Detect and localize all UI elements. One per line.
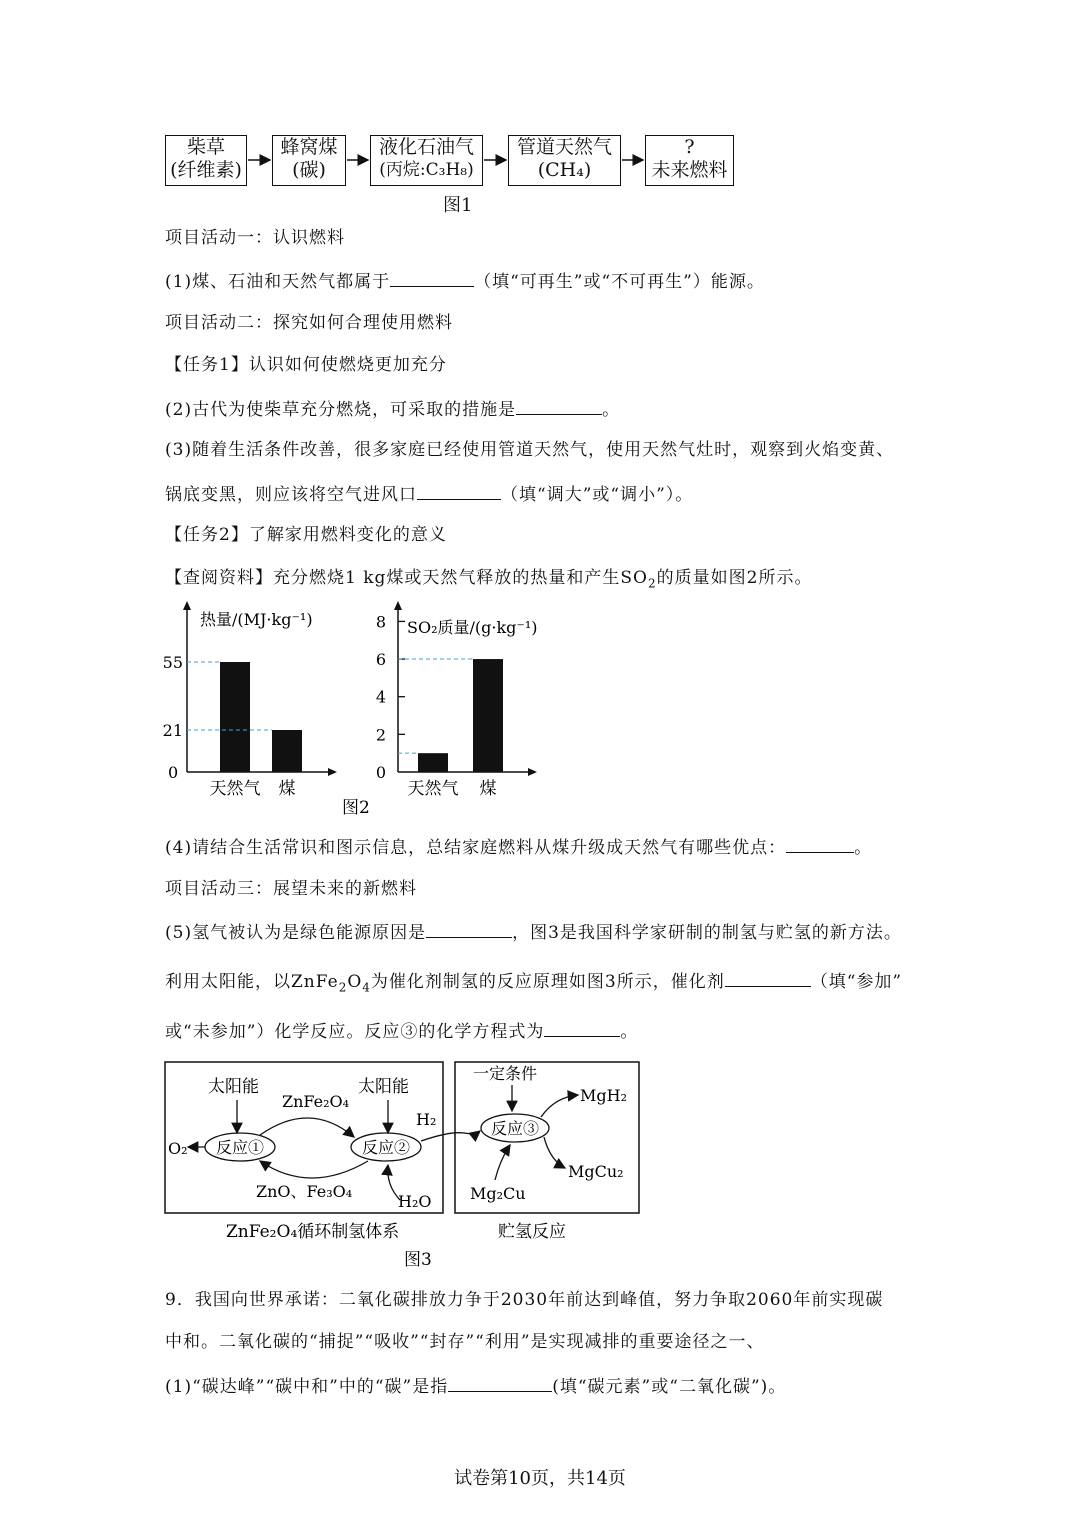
activity-3-heading: 项目活动三：展望未来的新燃料 [165,879,417,899]
fig3-left-caption: ZnFe₂O₄循环制氢体系 [226,1222,400,1242]
activity-2-heading: 项目活动二：探究如何合理使用燃料 [165,313,453,333]
fig1-arrows [0,0,760,200]
chart1-zero: 0 [168,763,179,782]
chart2-x-arrow [528,768,537,776]
fig2-charts [150,600,570,825]
answer-blank-3[interactable] [417,481,501,500]
question-1: (1)煤、石油和天然气都属于 （填“可再生”或“不可再生”）能源。 [165,268,765,294]
fig1-box-natural-gas: 管道天然气 (CH₄) [508,135,621,186]
chart2-category-label: 天然气 [407,779,459,799]
fig1-caption: 图1 [443,195,473,216]
fig1-box-firewood: 柴草 (纤维素) [165,135,247,186]
question-5-line-3: 或“未参加”）化学反应。反应③的化学方程式为 。 [165,1018,638,1044]
question-5-line-1: (5)氢气被认为是绿色能源原因是 ，图3是我国科学家研制的制氢与贮氢的新方法。 [165,919,902,945]
fig3-sun-1: 太阳能 [208,1077,259,1097]
task-2-heading: 【任务2】了解家用燃料变化的意义 [165,525,447,545]
chart2-tick-label: 6 [375,650,386,670]
fig3-caption: 图3 [404,1250,432,1270]
chart2-tick-label: 0 [375,763,386,782]
fig3-catalyst: ZnFe₂O₄ [282,1092,350,1111]
chart1-y-arrow [183,601,191,610]
question-9-line-1: 9．我国向世界承诺：二氧化碳排放力争于2030年前达到峰值，努力争取2060年前实现碳 [165,1290,884,1310]
fig3-zno: ZnO、Fe₃O₄ [256,1182,353,1201]
fig3-mgcu2: MgCu₂ [568,1162,624,1181]
chart1-category-label: 煤 [278,779,296,799]
chart2-ylabel: SO₂质量/(g·kg⁻¹) [407,618,538,637]
answer-blank-9-1[interactable] [448,1373,552,1392]
question-2: (2)古代为使柴草充分燃烧，可采取的措施是 。 [165,396,620,422]
svg-text:反应③: 反应③ [491,1119,540,1138]
answer-blank-2[interactable] [516,396,602,415]
fig3-mgh2: MgH₂ [580,1086,627,1105]
answer-blank-5c[interactable] [544,1018,620,1037]
fig1-box-coal: 蜂窝煤 (碳) [272,135,346,186]
svg-text:反应①: 反应① [216,1138,265,1157]
fig3-h2o: H₂O [398,1192,432,1211]
chart2-tick-label: 2 [375,725,386,745]
chart1-bar [272,730,302,772]
fig3-h2: H₂ [416,1110,437,1129]
fig3-mg2cu: Mg₂Cu [470,1184,526,1203]
chart1-x-arrow [328,768,337,776]
answer-blank-5a[interactable] [426,919,512,938]
chart2-tick-label: 8 [375,612,386,632]
chart1-bar [220,662,250,772]
fig1-box-future: ? 未来燃料 [645,135,734,186]
fig3-condition: 一定条件 [473,1064,538,1083]
answer-blank-5b[interactable] [725,968,811,987]
answer-blank-1[interactable] [390,268,474,287]
fig2-caption: 图2 [342,798,370,818]
question-9-1: (1)“碳达峰”“碳中和”中的“碳”是指 (填“碳元素”或“二氧化碳”)。 [165,1373,786,1399]
reference-info: 【查阅资料】充分燃烧1 kg煤或天然气释放的热量和产生$SO_2$的质量如图2所示。 [165,568,813,591]
fig3-o2: O₂ [168,1139,188,1158]
fig3-diagram [160,1055,650,1275]
chart2-bar [418,753,448,772]
page-footer: 试卷第10页，共14页 [454,1468,626,1489]
chart1-tick-label: 55 [162,653,183,672]
chart2-y-arrow [394,601,402,610]
chart2-bar [473,659,503,772]
fig1-box-lpg: 液化石油气 (丙烷:C₃H₈) [370,135,483,186]
question-3-line-2: 锅底变黑，则应该将空气进风口 （填“调大”或“调小”）。 [165,481,693,507]
chart1-category-label: 天然气 [209,779,261,799]
chart2-tick-label: 4 [375,687,386,707]
question-3-line-1: (3)随着生活条件改善，很多家庭已经使用管道天然气，使用天然气灶时，观察到火焰变黄、 [165,440,895,460]
question-9-line-2: 中和。二氧化碳的“捕捉”“吸收”“封存”“利用”是实现减排的重要途径之一、 [165,1332,765,1352]
chart2-category-label: 煤 [479,779,497,799]
svg-text:反应②: 反应② [362,1138,411,1157]
task-1-heading: 【任务1】认识如何使燃烧更加充分 [165,355,447,375]
chart1-ylabel: 热量/(MJ·kg⁻¹) [200,610,313,629]
question-5-line-2: 利用太阳能，以$ZnFe_2O_4$为催化剂制氢的反应原理如图3所示，催化剂 （填“参加” [165,968,902,999]
chart1-tick-label: 21 [162,721,183,740]
fig3-sun-2: 太阳能 [358,1077,409,1097]
question-4: (4)请结合生活常识和图示信息，总结家庭燃料从煤升级成天然气有哪些优点： 。 [165,834,872,860]
activity-1-heading: 项目活动一：认识燃料 [165,228,345,248]
answer-blank-4[interactable] [786,834,854,853]
fig3-right-caption: 贮氢反应 [498,1222,566,1242]
